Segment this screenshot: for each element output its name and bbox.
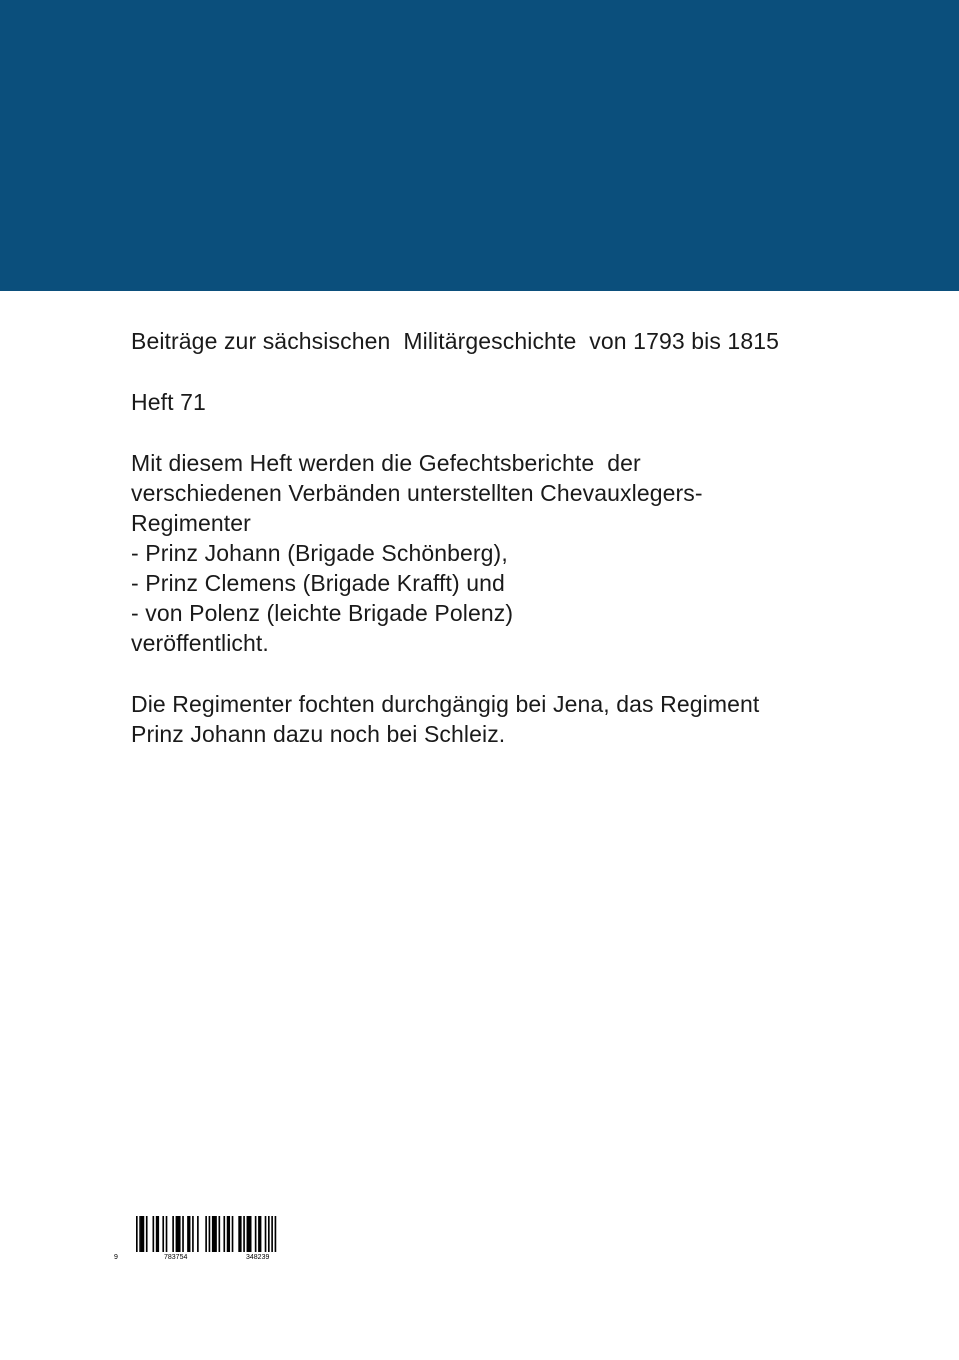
cover-header-band: [0, 0, 959, 291]
barcode-bar: [232, 1216, 234, 1252]
description-line: Regimenter: [131, 510, 251, 536]
isbn-barcode: [112, 1214, 312, 1266]
barcode-bar: [172, 1216, 174, 1252]
barcode-bar: [205, 1216, 207, 1252]
barcode-bar: [219, 1216, 221, 1252]
description: [131, 448, 891, 658]
barcode-bar: [258, 1216, 261, 1252]
issue-number: Heft 71: [131, 389, 206, 415]
barcode-bar: [268, 1216, 270, 1252]
barcode-bar: [136, 1216, 138, 1252]
barcode-bar: [166, 1216, 168, 1252]
description-line: veröffentlicht.: [131, 630, 269, 656]
barcode-right-digits: 348239: [246, 1254, 270, 1261]
barcode-bar: [176, 1216, 181, 1252]
barcode-bar: [212, 1216, 217, 1252]
barcode-bar: [153, 1216, 155, 1252]
barcode-bar: [271, 1216, 273, 1252]
closing-line: Prinz Johann dazu noch bei Schleiz.: [131, 721, 506, 747]
barcode-bar: [209, 1216, 211, 1252]
back-cover-text: [131, 326, 891, 749]
closing-line: Die Regimenter fochten durchgängig bei Jena, das Regiment: [131, 691, 760, 717]
barcode-bar: [141, 1216, 144, 1252]
barcode-bar: [247, 1216, 252, 1252]
barcode-left-digits: 783754: [164, 1254, 188, 1261]
description-line: Mit diesem Heft werden die Gefechtsberichte der: [131, 450, 641, 476]
description-line: - Prinz Clemens (Brigade Krafft) und: [131, 570, 505, 596]
series-title: Beiträge zur sächsischen Militärgeschichte von 1793 bis 1815: [131, 328, 779, 354]
barcode-bar: [238, 1216, 241, 1252]
closing-paragraph: [131, 689, 891, 749]
barcode-bar: [223, 1216, 225, 1252]
barcode-bar: [243, 1216, 245, 1252]
barcode-bar: [192, 1216, 194, 1252]
barcode-bar: [146, 1216, 148, 1252]
description-line: verschiedenen Verbänden unterstellten Chevauxlegers-: [131, 480, 703, 506]
barcode-bar: [187, 1216, 190, 1252]
barcode-bar: [197, 1216, 199, 1252]
barcode-bar: [156, 1216, 159, 1252]
barcode-bars: [112, 1214, 312, 1254]
description-line: - Prinz Johann (Brigade Schönberg),: [131, 540, 508, 566]
barcode-bar: [139, 1216, 141, 1252]
barcode-bar: [227, 1216, 230, 1252]
barcode-bar: [162, 1216, 164, 1252]
barcode-lead-digit: 9: [114, 1254, 118, 1261]
barcode-bar: [265, 1216, 267, 1252]
description-line: - von Polenz (leichte Brigade Polenz): [131, 600, 514, 626]
barcode-bar: [182, 1216, 184, 1252]
barcode-bar: [275, 1216, 277, 1252]
barcode-bar: [255, 1216, 257, 1252]
